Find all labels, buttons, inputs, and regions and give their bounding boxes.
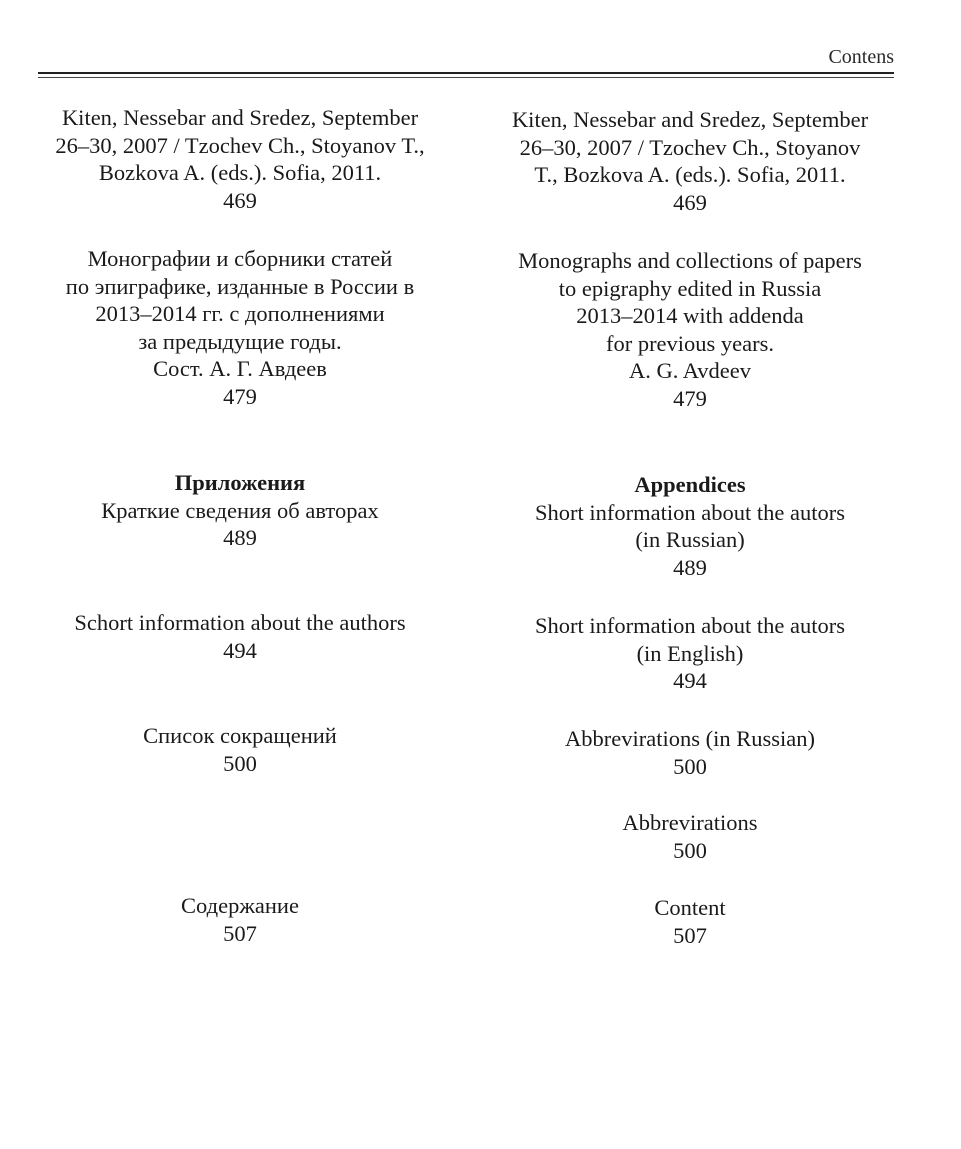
page-number: 500 <box>673 837 707 863</box>
entry-line: 2013–2014 with addenda <box>576 303 804 328</box>
entry-line: Short information about the autors <box>535 499 845 525</box>
entry-line: to epigraphy edited in Russia <box>558 275 822 301</box>
toc-entry-left-content <box>30 892 450 947</box>
page-number: 507 <box>223 920 257 946</box>
entry-line: Monographs and collections of papers <box>518 248 862 273</box>
page-number: 479 <box>673 385 707 411</box>
page-number: 489 <box>223 525 257 550</box>
page-number: 469 <box>673 189 707 215</box>
entry-line: Bozkova A. (eds.). Sofia, 2011. <box>98 160 382 185</box>
toc-entry-right-content <box>470 894 910 949</box>
toc-entry-left-appendices <box>30 469 450 552</box>
page-number: 500 <box>673 753 707 779</box>
section-heading: Appendices <box>634 472 746 497</box>
entry-line: Content <box>654 895 726 920</box>
toc-entry-left-abbreviations <box>30 722 450 777</box>
toc-entry-right-abbreviations <box>470 809 910 864</box>
entry-line: Краткие сведения об авторах <box>101 497 379 523</box>
entry-line: по эпиграфике, изданные в России в <box>65 273 415 299</box>
page-number: 494 <box>673 668 707 693</box>
header-rule-thick <box>38 72 894 74</box>
page-number: 469 <box>223 187 257 213</box>
entry-line: Abbrevirations (in Russian) <box>565 726 815 751</box>
toc-entry-right-kiten <box>470 106 910 216</box>
entry-line: (in English) <box>636 640 744 666</box>
entry-line: за предыдущие годы. <box>138 328 342 354</box>
toc-entry-left-short-info <box>30 609 450 664</box>
running-header: Contens <box>828 46 894 68</box>
page-number: 489 <box>673 554 707 580</box>
entry-line: T., Bozkova A. (eds.). Sofia, 2011. <box>534 162 846 187</box>
entry-line: 2013–2014 гг. с дополнениями <box>95 301 385 326</box>
entry-line: Содержание <box>181 893 299 918</box>
entry-line: Kiten, Nessebar and Sredez, September <box>61 105 419 130</box>
entry-line: Монографии и сборники статей <box>87 246 393 271</box>
toc-entry-left-kiten <box>30 104 450 214</box>
entry-line: for previous years. <box>605 330 775 356</box>
toc-entry-left-monographs <box>30 245 450 410</box>
header-rule-thin <box>38 77 894 78</box>
entry-line: 26–30, 2007 / Tzochev Ch., Stoyanov T., <box>55 132 425 158</box>
entry-line: Abbrevirations <box>622 810 758 835</box>
toc-entry-right-monographs <box>470 247 910 412</box>
entry-line: 26–30, 2007 / Tzochev Ch., Stoyanov <box>519 134 861 160</box>
section-heading: Приложения <box>174 470 306 495</box>
entry-line: Kiten, Nessebar and Sredez, September <box>511 107 869 132</box>
entry-line: Short information about the autors <box>535 613 845 638</box>
page-number: 494 <box>223 637 257 663</box>
toc-entry-right-appendices <box>470 471 910 581</box>
page-number: 507 <box>673 922 707 948</box>
entry-line: (in Russian) <box>635 527 745 552</box>
entry-line: Schort information about the authors <box>74 610 406 635</box>
entry-line: A. G. Avdeev <box>628 358 752 383</box>
toc-entry-right-abbreviations-russian <box>470 725 910 780</box>
entry-line: Список сокращений <box>143 723 337 748</box>
toc-entry-right-short-info <box>470 612 910 695</box>
page-number: 479 <box>223 383 257 409</box>
page-number: 500 <box>223 750 257 776</box>
entry-line: Сост. А. Г. Авдеев <box>153 356 327 381</box>
